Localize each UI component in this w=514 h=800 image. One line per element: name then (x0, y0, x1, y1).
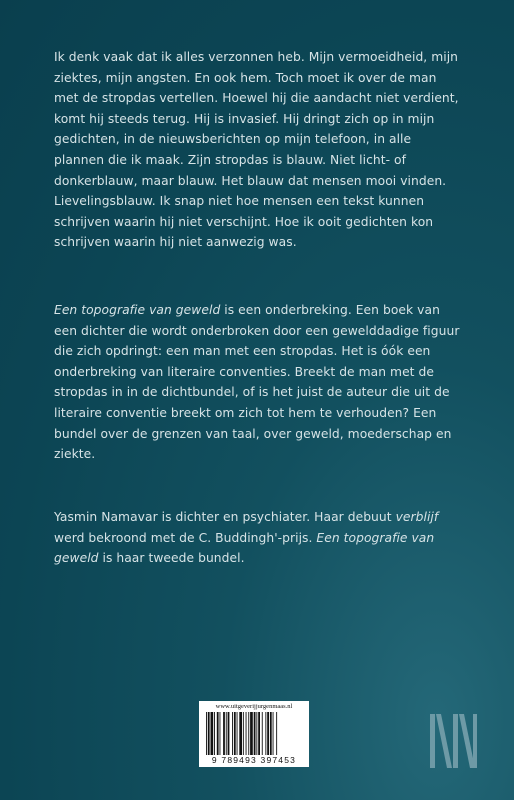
blurb-2-body: is een onderbreking. Een boek van een dichter die wordt onderbroken door een gewelddadige figuur die zich opdringt: een man met een stropdas. Het is óók een onderbreking van literaire conventies. Breekt de man met de stropdas in in de dichtbundel, of is het juist de auteur die uit de literaire conventie breekt om zich tot hem te verhouden? Een bundel over de grenzen van taal, over geweld, moederschap en ziekte. (54, 303, 460, 462)
blurb-2-text (54, 300, 464, 465)
author-bio (54, 507, 464, 569)
blurb-paragraph-1 (54, 47, 464, 253)
bio-book-title: Een topografie van geweld (54, 530, 435, 566)
author-bio-part-1: Yasmin Namavar is dichter en psychiater. Haar debuut (54, 510, 396, 524)
debut-title: verblijf (395, 510, 439, 524)
barcode-bars (205, 712, 303, 755)
book-title: Een topografie van geweld (54, 303, 221, 317)
isbn-number: 9 789493 397453 (211, 755, 297, 765)
blurb-1-text: Ik denk vaak dat ik alles verzonnen heb. Mijn vermoeidheid, mijn ziektes, mijn angsten. En ook hem. Toch moet ik over de man met de stropdas vertellen. Hoewel hij die aandacht niet verdient, komt hij steeds terug. Hij is invasief. Hij dringt zich op in mijn gedichten, in de nieuwsberichten op mijn telefoon, in alle plannen die ik maak. Zijn stropdas is blauw. Niet licht- of donkerblauw, maar blauw. Het blauw dat mensen mooi vinden. Lievelingsblauw. Ik snap niet hoe mensen een tekst kunnen schrijven waarin hij niet verschijnt. Hoe ik ooit gedichten kon schrijven waarin hij niet aanwezig was. (54, 50, 459, 250)
author-bio-part-3: is haar tweede bundel. (98, 551, 245, 566)
publisher-url: www.uitgeverijjurgenmaas.nl (215, 703, 293, 710)
blurb-paragraph-2 (54, 300, 464, 465)
author-bio-text (54, 507, 464, 569)
author-bio-part-2: werd bekroond met de C. Buddingh'-prijs. (54, 530, 317, 545)
publisher-logo-icon (428, 712, 480, 770)
isbn-barcode (199, 701, 309, 767)
